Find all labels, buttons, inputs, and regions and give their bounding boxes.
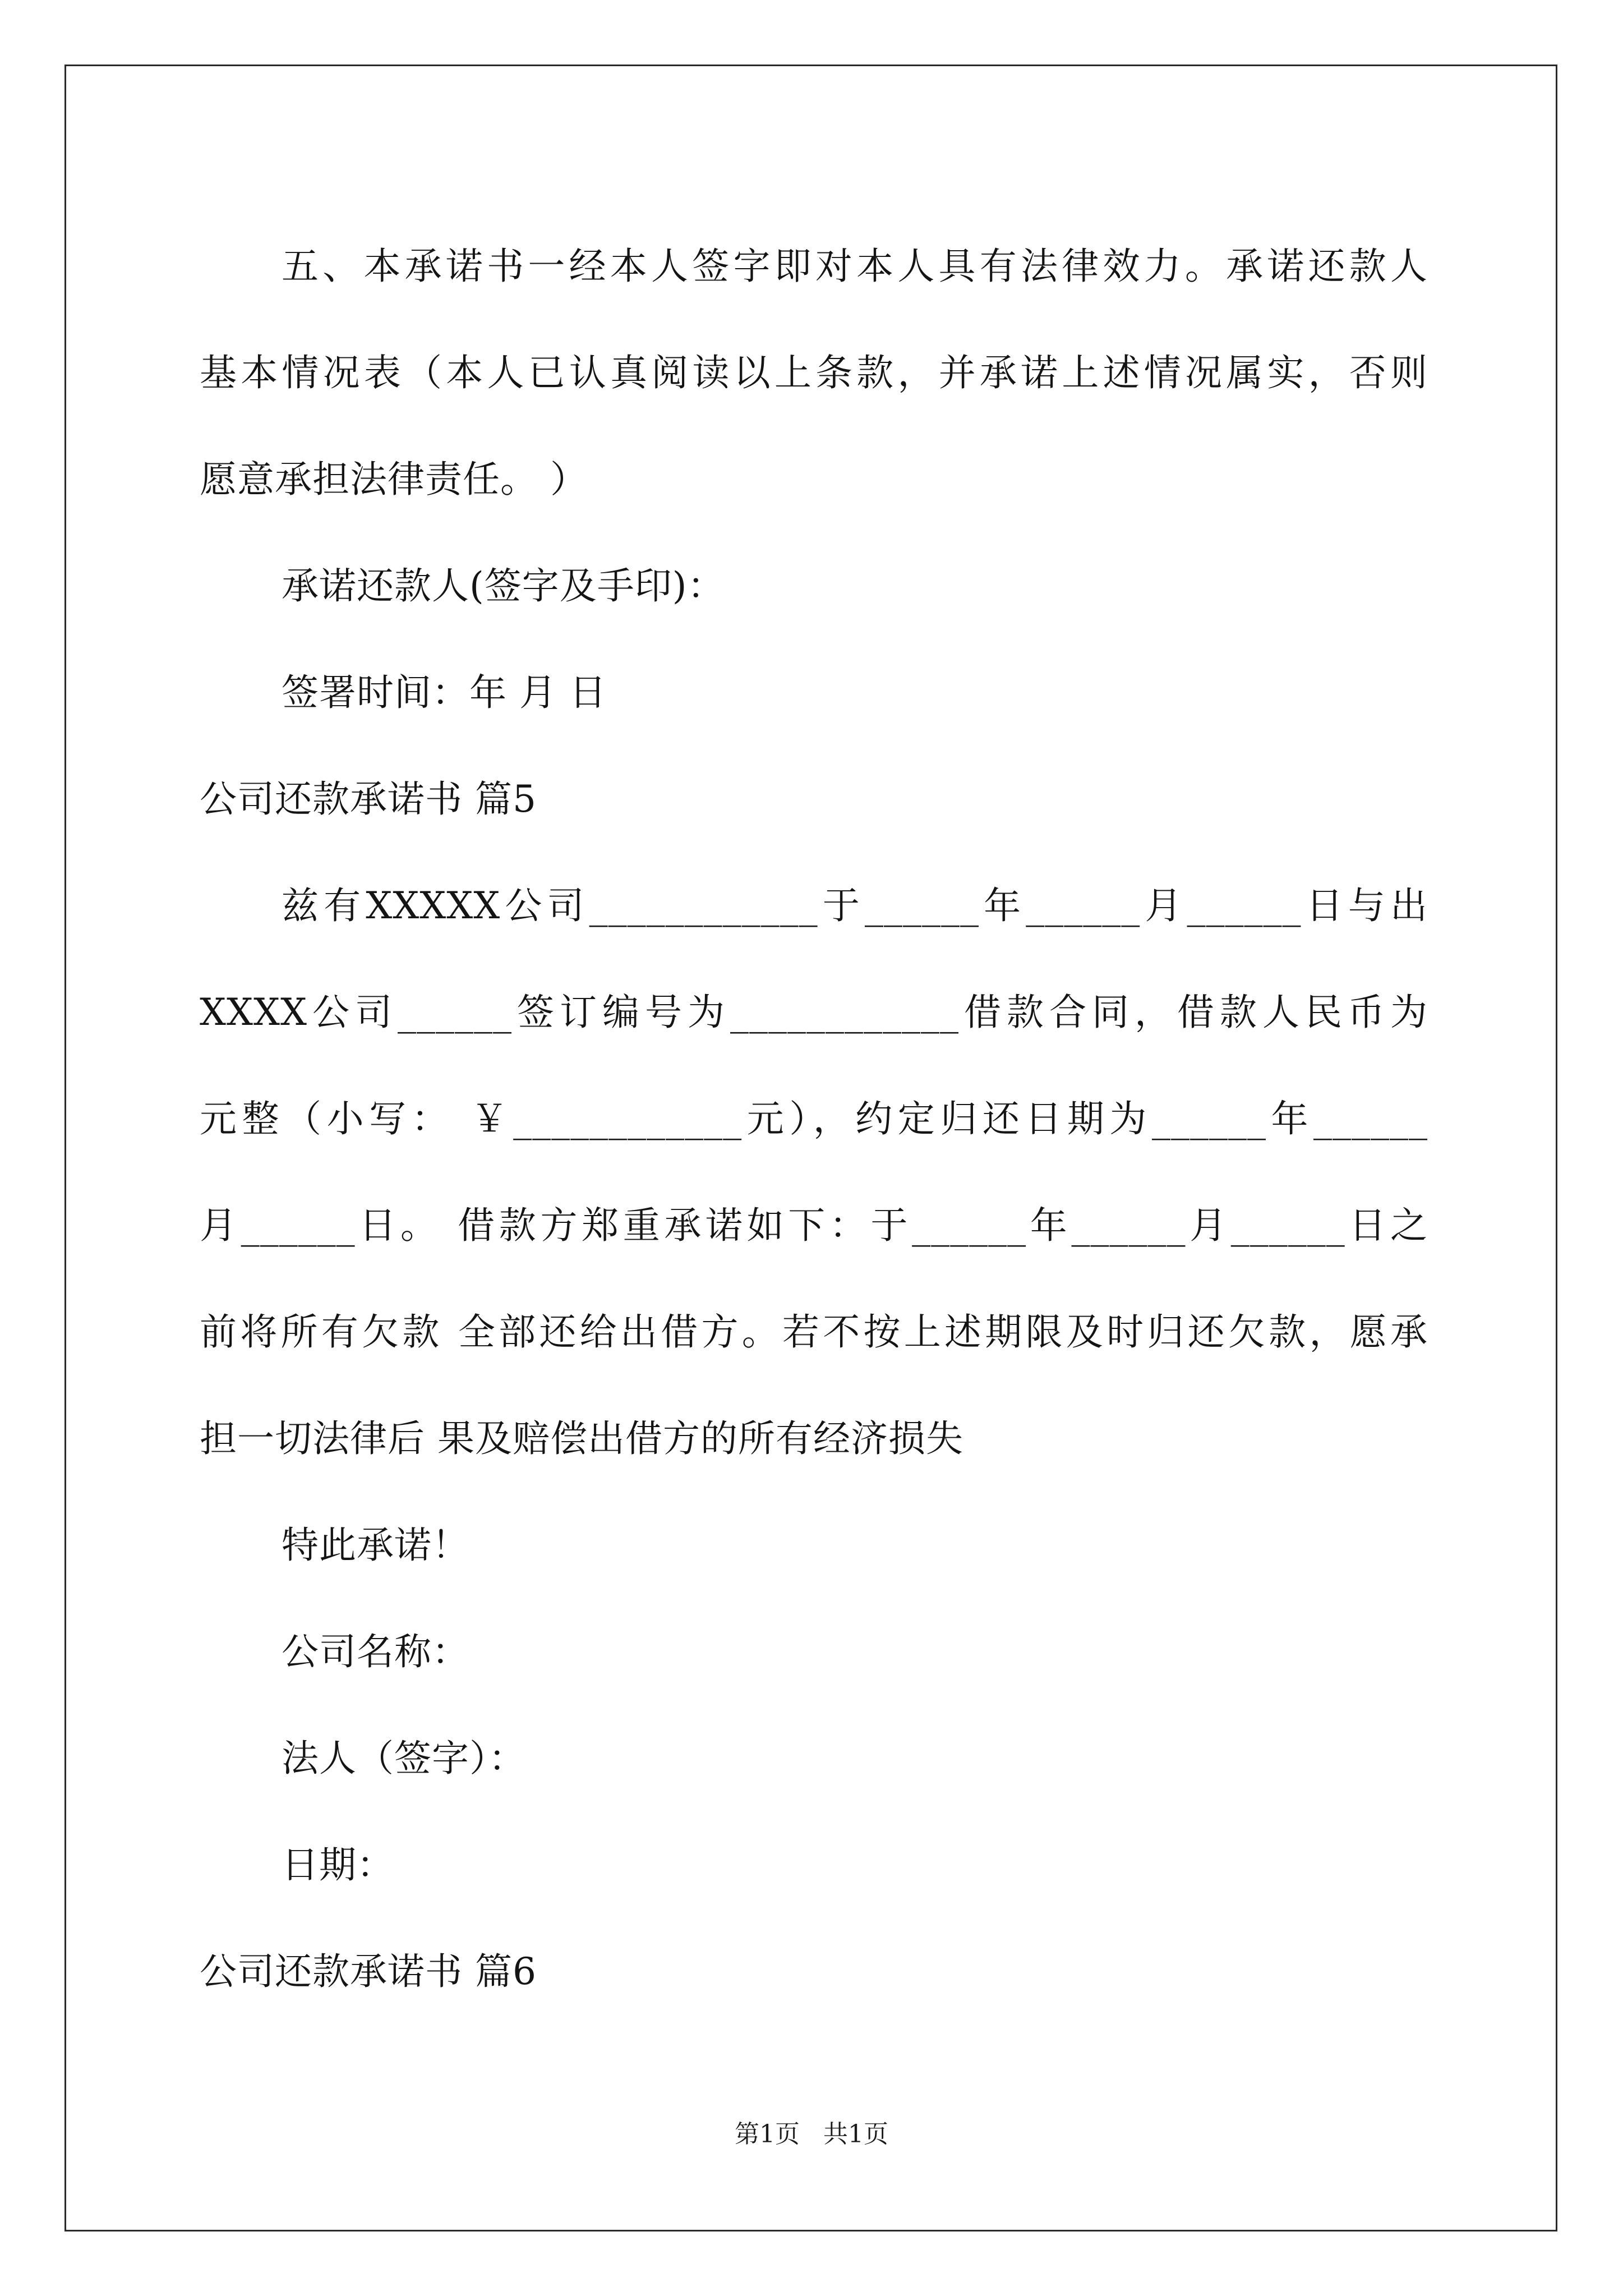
- date-line: 日期：: [282, 1843, 394, 1887]
- section-heading: 公司还款承诺书 篇6: [200, 1950, 537, 1993]
- document-body: [200, 213, 1428, 2025]
- paragraph-line: 元整（小写： ￥____________元），约定归还日期为______年______: [200, 1097, 1428, 1140]
- paragraph-line: 五、本承诺书一经本人签字即对本人具有法律效力。承诺还款人: [282, 245, 1428, 288]
- paragraph-line: XXXX公司______签订编号为____________借款合同，借款人民币为: [200, 991, 1428, 1034]
- closing-line: 特此承诺！: [282, 1524, 469, 1567]
- section-heading: 公司还款承诺书 篇5: [200, 777, 537, 821]
- sign-date-line: 签署时间：年 月 日: [282, 671, 607, 714]
- paragraph-line: 前将所有欠款 全部还给出借方。若不按上述期限及时归还欠款，愿承: [200, 1310, 1428, 1354]
- paragraph-line: 愿意承担法律责任。 ）: [200, 458, 588, 501]
- signature-line: 承诺还款人(签字及手印)：: [282, 564, 725, 608]
- page-footer: 第1页 共1页: [735, 2120, 888, 2148]
- paragraph-line: 兹有XXXXX公司____________于______年______月______日与出: [282, 884, 1428, 927]
- legal-person-line: 法人（签字）：: [282, 1737, 526, 1780]
- paragraph-line: 基本情况表（本人已认真阅读以上条款，并承诺上述情况属实，否则: [200, 351, 1428, 394]
- paragraph-line: 担一切法律后 果及赔偿出借方的所有经济损失: [200, 1417, 963, 1460]
- paragraph-line: 月______日。 借款方郑重承诺如下：于______年______月______日之: [200, 1204, 1428, 1247]
- company-name-line: 公司名称：: [282, 1630, 469, 1673]
